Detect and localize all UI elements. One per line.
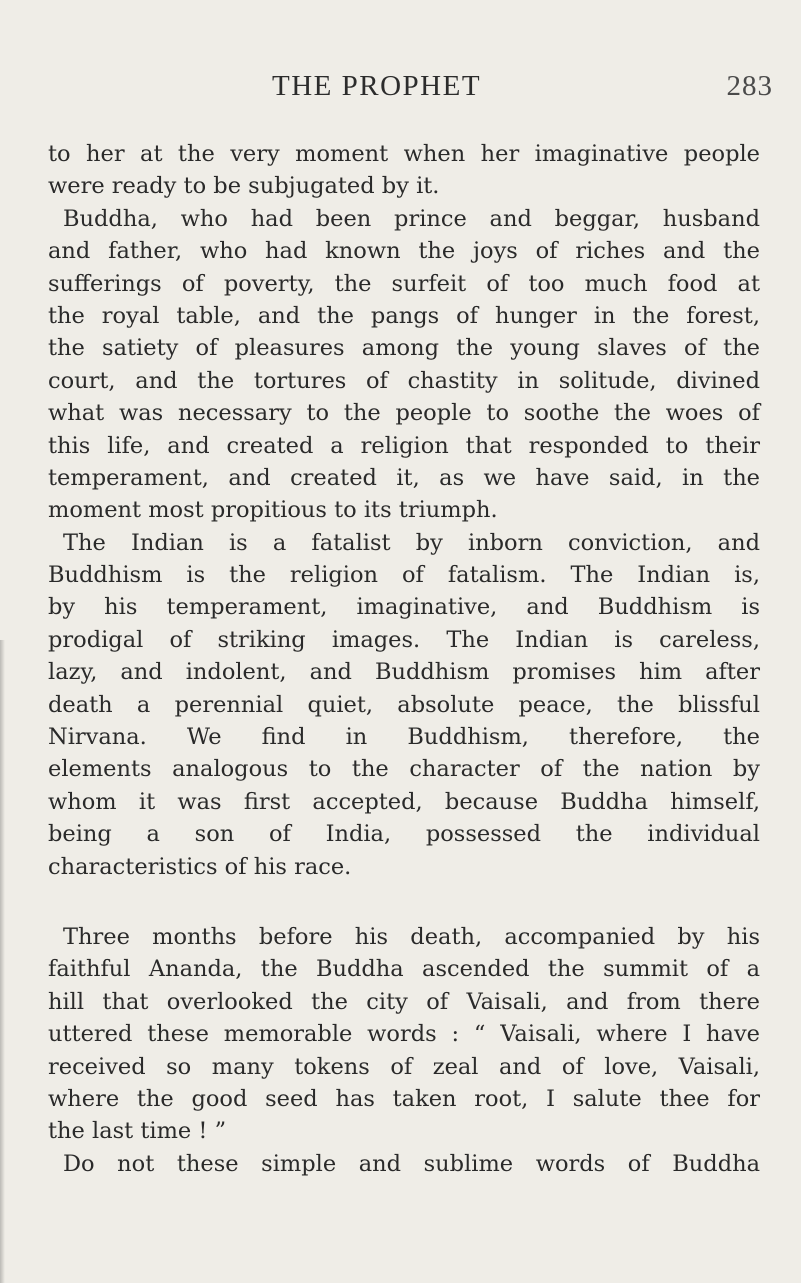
page-number: 283 — [726, 70, 773, 102]
text-line: hill that overlooked the city of Vaisali, and from there — [48, 988, 760, 1015]
running-head — [0, 70, 801, 110]
paragraph — [48, 527, 760, 883]
text-line: being a son of India, possessed the individual — [48, 821, 760, 848]
text-line: the royal table, and the pangs of hunger in the forest, — [48, 302, 760, 329]
text-line: lazy, and indolent, and Buddhism promises him after — [48, 659, 760, 686]
text-line: elements analogous to the character of the nation by — [48, 756, 760, 783]
text-line: by his temperament, imaginative, and Buddhism is — [48, 594, 760, 621]
text-line: Buddha, who had been prince and beggar, husband — [63, 205, 760, 232]
text-line: court, and the tortures of chastity in solitude, divined — [48, 367, 760, 394]
section-gap — [48, 883, 760, 921]
text-line: Three months before his death, accompanied by his — [63, 923, 760, 950]
text-line: moment most propitious to its triumph. — [48, 497, 498, 524]
text-line: sufferings of poverty, the surfeit of too much food at — [48, 270, 760, 297]
paragraph — [48, 1148, 760, 1180]
body-text — [48, 138, 760, 1180]
paragraph — [48, 921, 760, 1148]
text-line: The Indian is a fatalist by inborn conviction, and — [63, 529, 760, 556]
text-line: death a perennial quiet, absolute peace, the blissful — [48, 691, 760, 718]
running-title: THE PROPHET — [272, 70, 482, 102]
page-edge-shadow — [0, 640, 5, 1283]
text-line: prodigal of striking images. The Indian is careless, — [48, 626, 760, 653]
text-line: this life, and created a religion that responded to their — [48, 432, 760, 459]
text-line: were ready to be subjugated by it. — [48, 173, 440, 200]
text-line: the satiety of pleasures among the young slaves of the — [48, 335, 760, 362]
text-line: received so many tokens of zeal and of love, Vaisali, — [48, 1053, 760, 1080]
text-line: to her at the very moment when her imaginative people — [48, 141, 760, 167]
text-line: Nirvana. We find in Buddhism, therefore, the — [48, 724, 760, 751]
text-line: the last time ! ” — [48, 1118, 227, 1145]
paragraph — [48, 138, 760, 203]
paragraph — [48, 203, 760, 527]
text-line: Do not these simple and sublime words of Buddha — [63, 1150, 760, 1177]
text-line: whom it was first accepted, because Buddha himself, — [48, 788, 760, 815]
text-line: and father, who had known the joys of riches and the — [48, 238, 760, 265]
text-line: uttered these memorable words : “ Vaisali, where I have — [48, 1021, 760, 1048]
text-line: faithful Ananda, the Buddha ascended the summit of a — [48, 956, 760, 983]
text-line: characteristics of his race. — [48, 853, 352, 880]
text-line: temperament, and created it, as we have said, in the — [48, 464, 760, 491]
text-line: where the good seed has taken root, I salute thee for — [48, 1085, 760, 1112]
text-line: what was necessary to the people to soothe the woes of — [48, 400, 760, 427]
text-line: Buddhism is the religion of fatalism. The Indian is, — [48, 562, 760, 589]
